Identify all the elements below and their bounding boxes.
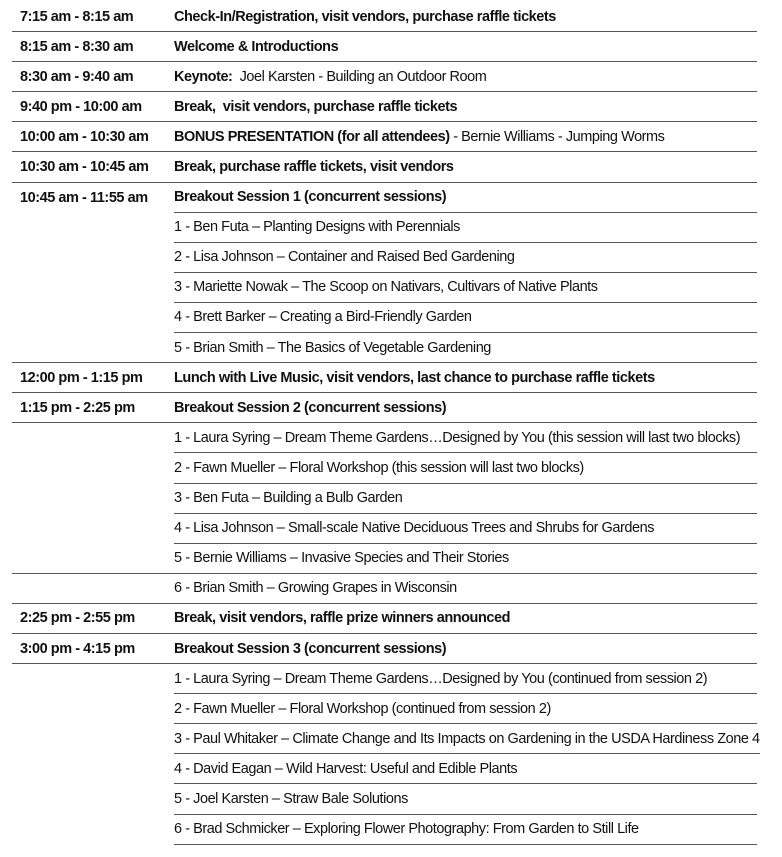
schedule-row [12, 604, 757, 634]
activity-cell [174, 610, 757, 626]
activity-bold: Break, purchase raffle tickets, visit vendors [174, 159, 454, 176]
schedule-row [12, 183, 757, 213]
time-cell: 10:45 am - 11:55 am [20, 189, 148, 206]
activity-cell [174, 39, 757, 55]
activity-bold: Break, visit vendors, raffle prize winners announced [174, 610, 510, 627]
schedule-row [12, 122, 757, 152]
session-cell: 1 - Laura Syring – Dream Theme Gardens…Designed by You (this session will last two blocks) [174, 423, 757, 453]
session-cell: 2 - Fawn Mueller – Floral Workshop (this session will last two blocks) [174, 453, 757, 483]
activity-cell [174, 69, 757, 85]
activity-bold: Keynote: [174, 68, 233, 85]
activity-cell [174, 641, 757, 657]
session-row [12, 243, 757, 273]
session-row [12, 544, 757, 574]
session-cell: 6 - Brian Smith – Growing Grapes in Wisconsin [174, 580, 457, 597]
activity-cell [174, 400, 757, 416]
session-row [12, 664, 757, 694]
activity-cell [174, 370, 757, 386]
time-cell: 1:15 pm - 2:25 pm [20, 399, 135, 416]
session-cell: 5 - Bernie Williams – Invasive Species and Their Stories [174, 550, 509, 567]
activity-cell [174, 159, 757, 175]
activity-bold: Welcome & Introductions [174, 38, 339, 55]
activity-bold: Break, visit vendors, purchase raffle tickets [174, 98, 458, 115]
session-row [12, 273, 757, 303]
session-cell: 4 - David Eagan – Wild Harvest: Useful and Edible Plants [174, 754, 757, 784]
schedule-row [12, 92, 757, 122]
schedule-row [12, 2, 757, 32]
session-row [12, 784, 757, 814]
activity-cell [174, 183, 757, 213]
session-cell: 2 - Lisa Johnson – Container and Raised Bed Gardening [174, 243, 757, 273]
activity-bold: Check-In/Registration, visit vendors, purchase raffle tickets [174, 8, 556, 25]
time-cell: 7:15 am - 8:15 am [20, 8, 134, 25]
activity-bold: Lunch with Live Music, visit vendors, last chance to purchase raffle tickets [174, 369, 655, 386]
time-cell: 12:00 pm - 1:15 pm [20, 369, 143, 386]
session-cell: 3 - Mariette Nowak – The Scoop on Nativars, Cultivars of Native Plants [174, 273, 757, 303]
activity-cell [174, 99, 757, 115]
session-row [12, 423, 757, 453]
session-row [12, 333, 757, 363]
activity-bold: Breakout Session 1 (concurrent sessions) [174, 189, 447, 206]
time-cell: 10:30 am - 10:45 am [20, 159, 149, 176]
time-cell: 8:30 am - 9:40 am [20, 68, 134, 85]
session-row [12, 514, 757, 544]
activity-bold: Breakout Session 2 (concurrent sessions) [174, 399, 447, 416]
schedule-row [12, 393, 757, 423]
schedule-row [12, 363, 757, 393]
session-cell: 3 - Ben Futa – Building a Bulb Garden [174, 484, 757, 514]
activity-cell [174, 129, 757, 145]
session-row [12, 484, 757, 514]
session-cell: 5 - Brian Smith – The Basics of Vegetable Gardening [174, 339, 491, 356]
session-row [12, 213, 757, 243]
session-cell: 4 - Brett Barker – Creating a Bird-Friendly Garden [174, 303, 757, 333]
session-cell: 2 - Fawn Mueller – Floral Workshop (continued from session 2) [174, 694, 757, 724]
session-cell: 1 - Ben Futa – Planting Designs with Perennials [174, 213, 757, 243]
session-row [12, 574, 757, 604]
activity-bold: BONUS PRESENTATION (for all attendees) [174, 128, 450, 145]
session-row [12, 815, 757, 845]
activity-detail: - Bernie Williams - Jumping Worms [449, 128, 665, 145]
time-cell: 3:00 pm - 4:15 pm [20, 640, 135, 657]
activity-cell [174, 9, 757, 25]
session-row [12, 453, 757, 483]
activity-detail: Joel Karsten - Building an Outdoor Room [232, 68, 487, 85]
schedule-row [12, 634, 757, 664]
session-cell: 4 - Lisa Johnson – Small-scale Native Deciduous Trees and Shrubs for Gardens [174, 514, 757, 544]
session-row [12, 724, 760, 754]
schedule-row [12, 152, 757, 182]
session-cell: 1 - Laura Syring – Dream Theme Gardens…Designed by You (continued from session 2) [174, 664, 757, 694]
time-cell: 10:00 am - 10:30 am [20, 128, 149, 145]
session-row [12, 303, 757, 333]
schedule-table [12, 2, 760, 845]
time-cell: 8:15 am - 8:30 am [20, 38, 134, 55]
session-cell: 3 - Paul Whitaker – Climate Change and Its Impacts on Gardening in the USDA Hardiness Zone 4 [174, 724, 760, 754]
session-row [12, 754, 757, 784]
activity-bold: Breakout Session 3 (concurrent sessions) [174, 640, 447, 657]
schedule-row [12, 32, 757, 62]
session-cell: 6 - Brad Schmicker – Exploring Flower Photography: From Garden to Still Life [174, 815, 757, 845]
session-row [12, 694, 757, 724]
session-cell: 5 - Joel Karsten – Straw Bale Solutions [174, 784, 757, 814]
time-cell: 2:25 pm - 2:55 pm [20, 610, 135, 627]
schedule-row [12, 62, 757, 92]
time-cell: 9:40 pm - 10:00 am [20, 98, 142, 115]
